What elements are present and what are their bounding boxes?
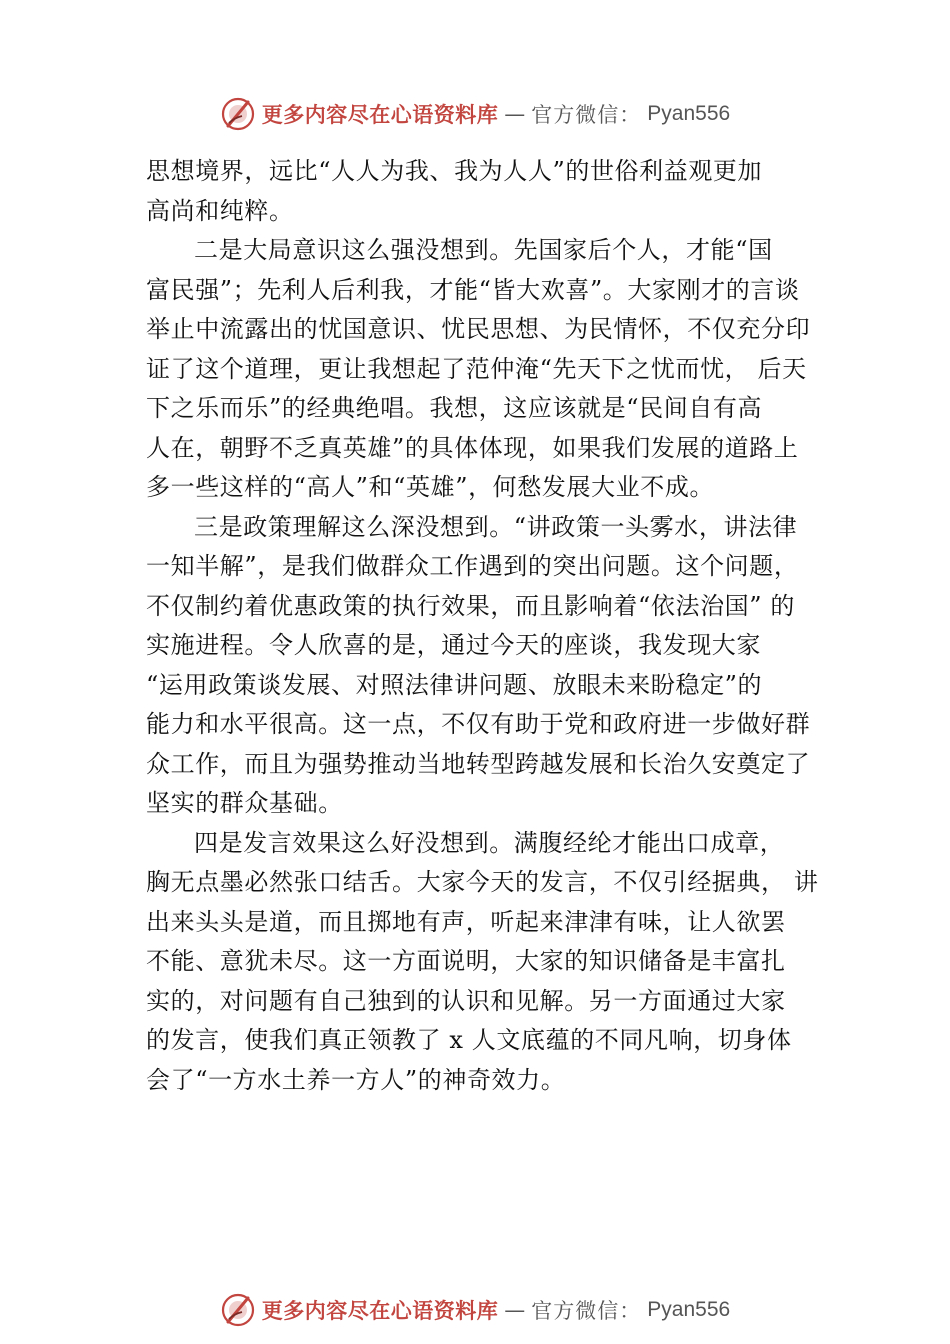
text-line: 高尚和纯粹。 [146, 196, 294, 225]
text-line: 不能、意犹未尽。这一方面说明，大家的知识储备是丰富扎 [146, 947, 786, 975]
text-line: 证了这个道理，更让我想起了范仲淹“先天下之忧而忧， 后天 [146, 354, 807, 383]
brush-pen-logo-icon [220, 96, 256, 132]
header-site-name: 更多内容尽在心语资料库 [261, 102, 499, 127]
footer-contact-label: 官方微信： [531, 1299, 642, 1323]
header-contact-label: 官方微信： [531, 103, 642, 127]
text-line: 的发言，使我们真正领教了 x 人文底蕴的不同凡响，切身体 [146, 1026, 792, 1054]
text-line: 思想境界，远比“人人为我、我为人人”的世俗利益观更加 [146, 157, 763, 185]
footer-contact-id: Pyan556 [647, 1298, 731, 1321]
text-line: 出来头头是道，而且掷地有声，听起来津津有味，让人欲罢 [146, 907, 786, 936]
header-contact-id: Pyan556 [647, 102, 731, 125]
header-separator: — [504, 102, 526, 126]
text-line: 一知半解”，是我们做群众工作遇到的突出问题。这个问题， [146, 552, 799, 580]
paragraph-start-line: 三是政策理解这么深没想到。“讲政策一头雾水，讲法律 [194, 512, 798, 541]
text-line: 不仅制约着优惠政策的执行效果，而且影响着“依法治国” 的 [146, 591, 795, 620]
paragraph-start-line: 二是大局意识这么强没想到。先国家后个人，才能“国 [194, 236, 773, 264]
text-line: 下之乐而乐”的经典绝唱。我想，这应该就是“民间自有高 [146, 394, 763, 422]
text-line: 富民强”；先利人后利我，才能“皆大欢喜”。大家刚才的言谈 [146, 275, 800, 304]
text-line: 坚实的群众基础。 [146, 789, 343, 817]
footer-separator: — [504, 1298, 526, 1322]
text-line: “运用政策谈发展、对照法律讲问题、放眼未来盼稳定”的 [146, 670, 763, 699]
text-line: 举止中流露出的忧国意识、忧民思想、为民情怀，不仅充分印 [146, 315, 811, 343]
text-line: 胸无点墨必然张口结舌。大家今天的发言，不仅引经据典， 讲 [146, 868, 819, 896]
text-line: 多一些这样的“高人”和“英雄”，何愁发展大业不成。 [146, 473, 715, 501]
footer-site-name: 更多内容尽在心语资料库 [261, 1298, 499, 1323]
text-line: 能力和水平很高。这一点，不仅有助于党和政府进一步做好群 [146, 710, 811, 738]
footer-banner [0, 1290, 950, 1330]
text-line: 会了“一方水土养一方人”的神奇效力。 [146, 1065, 566, 1094]
text-line: 实的，对问题有自己独到的认识和见解。另一方面通过大家 [146, 986, 786, 1015]
text-line: 众工作，而且为强势推动当地转型跨越发展和长治久安奠定了 [146, 749, 811, 778]
header-banner [0, 94, 950, 134]
document-body [146, 152, 820, 1100]
brush-pen-logo-icon [220, 1292, 256, 1328]
text-line: 实施进程。令人欣喜的是，通过今天的座谈，我发现大家 [146, 631, 761, 659]
paragraph-start-line: 四是发言效果这么好没想到。满腹经纶才能出口成章， [194, 828, 785, 857]
text-line: 人在，朝野不乏真英雄”的具体体现，如果我们发展的道路上 [146, 433, 799, 462]
